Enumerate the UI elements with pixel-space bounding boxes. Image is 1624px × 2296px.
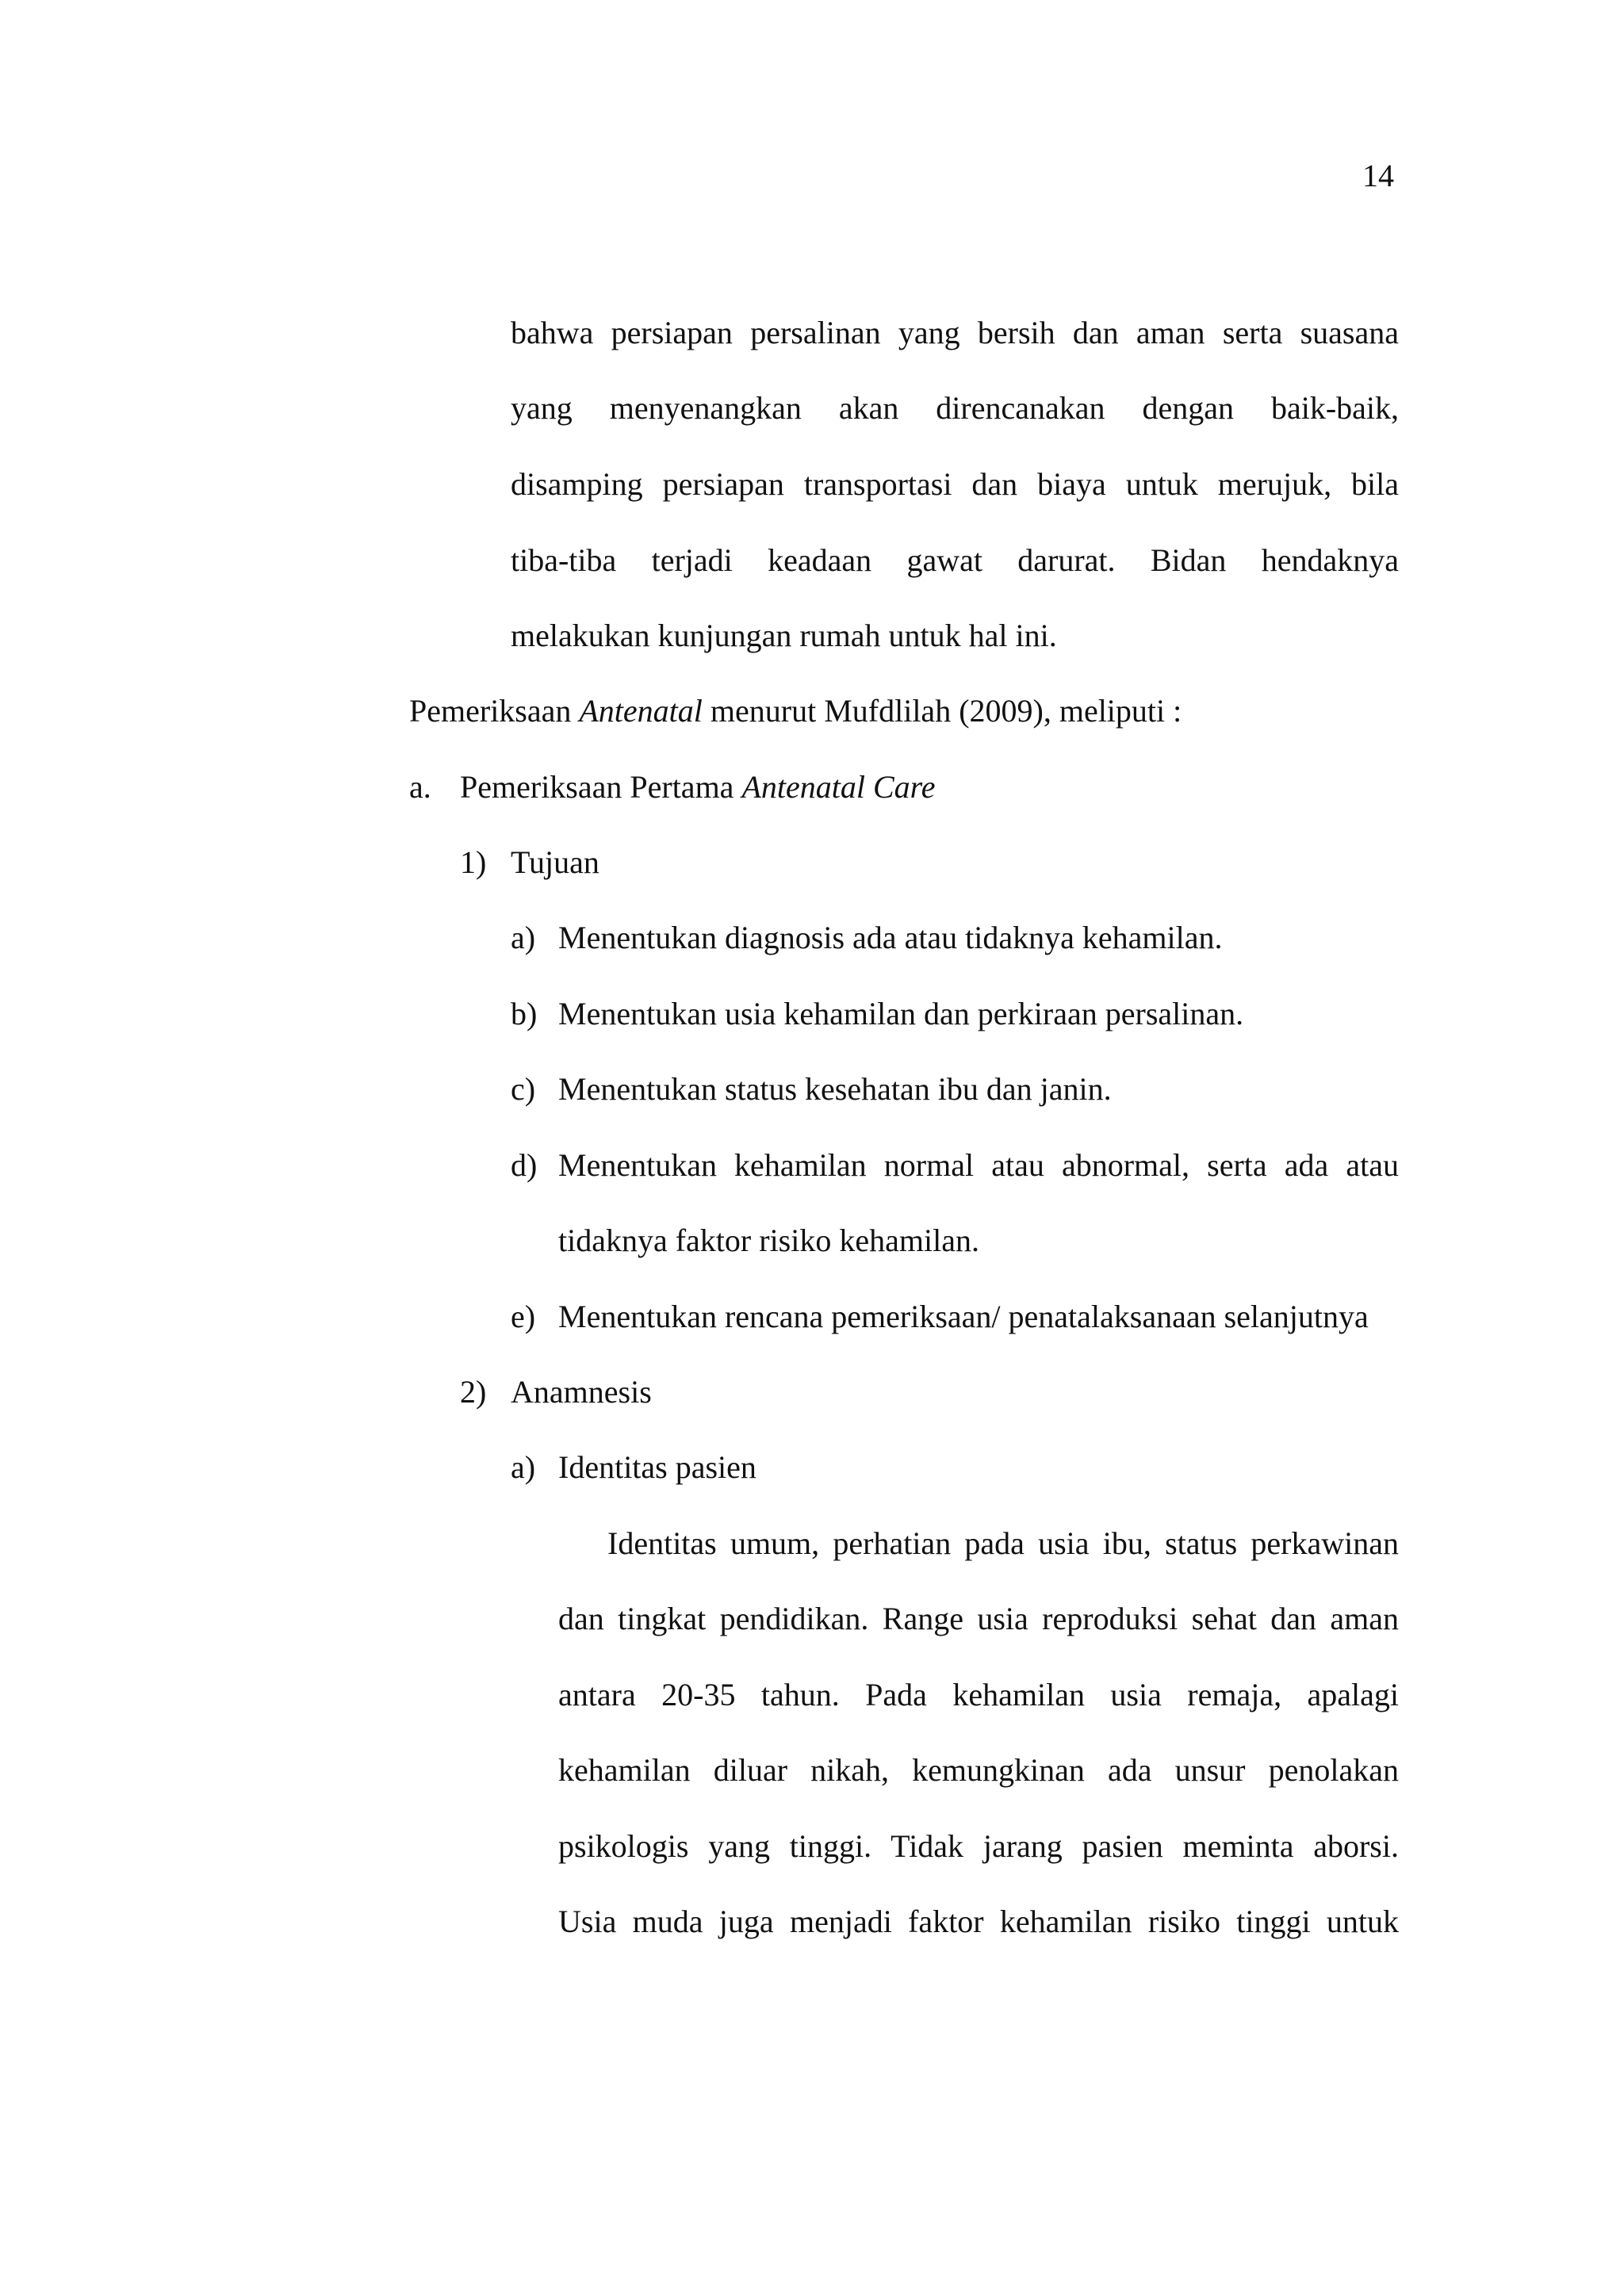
item-1b-text: Menentukan usia kehamilan dan perkiraan persalinan. bbox=[558, 996, 1244, 1031]
section-a-italic: Antenatal Care bbox=[741, 769, 936, 805]
item-1b-label: b) bbox=[511, 996, 538, 1031]
item-2a-text: Identitas pasien bbox=[558, 1449, 756, 1485]
intro-text-after: menurut Mufdlilah (2009), meliputi : bbox=[702, 693, 1182, 729]
identitas-paragraph-line-4: kehamilan diluar nikah, kemungkinan ada unsur penolakan bbox=[558, 1752, 1399, 1788]
continuation-line-5: melakukan kunjungan rumah untuk hal ini. bbox=[511, 618, 1057, 653]
intro-italic-term: Antenatal bbox=[579, 693, 703, 729]
item-1d-label: d) bbox=[511, 1147, 538, 1183]
continuation-line-4: tiba-tiba terjadi keadaan gawat darurat. Bidan hendaknya bbox=[511, 542, 1399, 578]
item-2a-label: a) bbox=[511, 1449, 536, 1485]
item-1e-label: e) bbox=[511, 1299, 536, 1334]
continuation-line-1: bahwa persiapan persalinan yang bersih dan aman serta suasana bbox=[511, 315, 1399, 350]
item-1d-text-continued: tidaknya faktor risiko kehamilan. bbox=[558, 1223, 979, 1258]
identitas-paragraph-line-2: dan tingkat pendidikan. Range usia reproduksi sehat dan aman bbox=[558, 1601, 1399, 1636]
identitas-paragraph-line-3: antara 20-35 tahun. Pada kehamilan usia remaja, apalagi bbox=[558, 1677, 1399, 1712]
item-1c-text: Menentukan status kesehatan ibu dan janin. bbox=[558, 1071, 1112, 1107]
item-1-label: 1) bbox=[460, 844, 487, 880]
item-1a-text: Menentukan diagnosis ada atau tidaknya kehamilan. bbox=[558, 920, 1223, 955]
identitas-paragraph-line-5: psikologis yang tinggi. Tidak jarang pasien meminta aborsi. bbox=[558, 1828, 1399, 1864]
item-2-heading: Anamnesis bbox=[511, 1374, 652, 1410]
identitas-paragraph-line-6: Usia muda juga menjadi faktor kehamilan risiko tinggi untuk bbox=[558, 1904, 1399, 1939]
item-1-heading: Tujuan bbox=[511, 844, 599, 880]
section-a-text: Pemeriksaan Pertama bbox=[460, 769, 742, 805]
identitas-paragraph-line-1: Identitas umum, perhatian pada usia ibu, status perkawinan bbox=[607, 1525, 1399, 1561]
section-a-label: a. bbox=[409, 769, 431, 805]
intro-text-before: Pemeriksaan bbox=[409, 693, 580, 729]
item-1c-label: c) bbox=[511, 1071, 536, 1107]
continuation-line-3: disamping persiapan transportasi dan biaya untuk merujuk, bila bbox=[511, 466, 1399, 502]
item-1a-label: a) bbox=[511, 920, 536, 955]
continuation-line-2: yang menyenangkan akan direncanakan dengan baik-baik, bbox=[511, 390, 1399, 426]
section-a-heading bbox=[460, 768, 935, 806]
intro-line bbox=[409, 692, 1182, 730]
item-1d-text: Menentukan kehamilan normal atau abnormal, serta ada atau bbox=[558, 1147, 1399, 1183]
item-2-label: 2) bbox=[460, 1374, 487, 1410]
page-number: 14 bbox=[1362, 158, 1394, 193]
item-1e-text: Menentukan rencana pemeriksaan/ penatalaksanaan selanjutnya bbox=[558, 1299, 1369, 1334]
